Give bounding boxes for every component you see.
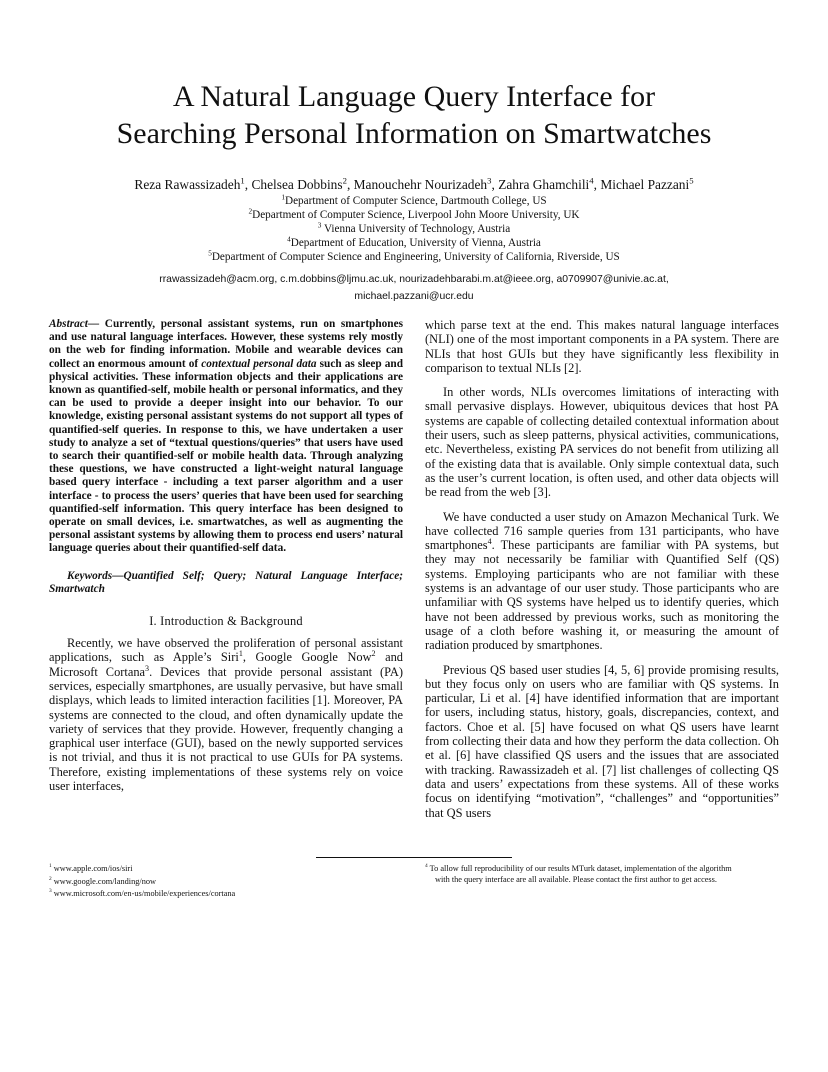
paragraph-text: . Devices that provide personal assistant (PA) services, especially smartphones, are usually pervasive, but have small displays, which leads to limited interaction facilities [1]. Moreover, PA systems are connected to the cloud, and often dynamically update the variety of services that they provide. However, frequently changing a graphical user interface (GUI), based on the newly supported services is not trivial, and thus it is not practical to use GUIs for PA systems. Therefore, existing implementations of these systems rely on voice user interfaces, [49, 664, 404, 794]
affiliation [40, 250, 788, 264]
footnote-divider [316, 857, 512, 858]
author-name: Michael Pazzani [600, 177, 690, 192]
footnote-number: 3 [49, 888, 52, 895]
author-name: Manouchehr Nourizadeh [353, 177, 488, 192]
body-paragraph: In other words, NLIs overcomes limitations of interacting with small pervasive displays. However, ubiquitous devices that host PA systems are capable of collecting detailed contextual information about their users, such as sleep patterns, physical activities, communications, etc. Nevertheless, existing PA services do not benefit from utilizing all of the existing data that is available. Only simple contextual data, such as the user’s current location, is often used, and other data objects will be read from the web [3]. [425, 385, 779, 500]
paragraph-text: , Google Google Now [242, 650, 372, 665]
author-name: Zahra Ghamchili [498, 177, 590, 192]
abstract-label: Abstract— [49, 318, 100, 330]
keywords: Keywords—Quantified Self; Query; Natural Language Interface; Smartwatch [49, 569, 403, 595]
footnotes-right [425, 863, 779, 885]
affiliation [40, 208, 788, 222]
affiliation [40, 222, 788, 236]
affiliation-text: Department of Education, University of Vienna, Austria [290, 237, 541, 249]
abstract-emphasis: contextual personal data [201, 357, 317, 370]
footnote-number: 4 [425, 863, 428, 870]
affiliation-text: Department of Computer Science, Liverpool John Moore University, UK [252, 209, 580, 221]
footnote [49, 876, 403, 889]
author-list: Reza Rawassizadeh$^1$, Chelsea Dobbins$^2$, Manouchehr Nourizadeh$^3$, Zahra Ghamchili$^4$, Michael Pazzani$^5$ [134, 175, 694, 192]
title-line-1: A Natural Language Query Interface for [172, 80, 656, 113]
body-paragraph [425, 510, 779, 653]
affiliation-sup: 4 [287, 235, 291, 244]
paragraph-text: . These participants are familiar with PA systems, but they may not necessarily be familiar with Quantified Self (QS) systems. Employing participants who are not familiar with these systems is an advantage of our user study. Those participants who are unfamiliar with QS systems have helped us to identify queries, which have not been addressed by previous works, such as monitoring the usage of a cloth before washing it, or measuring the amount of radiation produced by smartphones. [425, 538, 779, 653]
email-line-1: rrawassizadeh@acm.org, c.m.dobbins@ljmu.ac.uk, nourizadehbarabi.m.at@ieee.org, a0709907@univie.ac.at, [159, 274, 669, 285]
affiliation-text: Vienna University of Technology, Austria [321, 223, 511, 235]
body-paragraph: which parse text at the end. This makes natural language interfaces (NLI) one of the most important components in a PA system. There are NLIs that host GUIs but they have significantly less flexibility in comparison to textual NLIs [2]. [425, 318, 779, 375]
paragraph-text: We have conducted a user study on Amazon Mechanical Turk. We have collected 716 sample queries from 131 participants, who have smartphones [425, 509, 779, 553]
left-column [49, 318, 403, 793]
footnote [49, 863, 403, 876]
author-sup: 4 [589, 175, 594, 186]
author-emails [80, 271, 748, 305]
footnote-text: To allow full reproducibility of our results MTurk dataset, implementation of the algorithm [429, 864, 732, 873]
affiliation-sup: 5 [208, 249, 212, 258]
footnote-text: www.microsoft.com/en-us/mobile/experiences/cortana [53, 889, 236, 898]
paragraph-text: Recently, we have observed the proliferation of personal assistant applications, such as Apple’s Siri [49, 636, 403, 665]
affiliation-text: Department of Computer Science and Engineering, University of California, Riverside, US [211, 251, 620, 263]
paper-title [40, 78, 788, 152]
abstract [49, 318, 403, 556]
affiliation-list [40, 194, 788, 264]
footnote [49, 888, 403, 901]
footnote-number: 2 [49, 875, 52, 882]
footnote-text: www.google.com/landing/now [53, 876, 157, 886]
footnote-continuation: with the query interface are all available. Please contact the first author to get access. [435, 875, 717, 884]
email-line-2: michael.pazzani@ucr.edu [354, 291, 474, 302]
footnotes-left [49, 863, 403, 901]
author-sup: 3 [487, 175, 492, 186]
footnote-number: 1 [49, 863, 52, 870]
body-paragraph: Previous QS based user studies [4, 5, 6] provide promising results, but they focus only on users who are familiar with QS systems. In particular, Li et al. [4] have identified information that are important for users, including status, history, goals, discrepancies, context, and factors. Choe et al. [5] have focused on what QS users have learnt from collecting their data and how they perform the data collection. Oh et al. [6] have classified QS users and the issues that are associated with tracking. Rawassizadeh et al. [7] list challenges of collecting QS data and users’ expectations from these systems. All of these works focus on identifying “motivation”, “challenges” and “opportunities” that QS users [425, 662, 779, 820]
right-column [425, 318, 779, 820]
footnote-ref: 1 [238, 649, 243, 659]
intro-paragraph [49, 636, 403, 793]
affiliation-sup: 1 [281, 193, 286, 202]
affiliation-sup: 2 [248, 207, 253, 216]
author-name: Reza Rawassizadeh [134, 177, 241, 192]
title-line-2: Searching Personal Information on Smartwatches [116, 117, 712, 150]
affiliation-sup: 3 [317, 221, 322, 230]
author-sup: 5 [689, 175, 694, 186]
footnote-text: www.apple.com/ios/siri [53, 864, 133, 873]
author-sup: 1 [240, 175, 245, 186]
affiliation-text: Department of Computer Science, Dartmouth College, US [285, 195, 547, 207]
author-sup: 2 [342, 175, 347, 186]
abstract-text: such as sleep and physical activities. These information objects and their applications are known as quantified-self, mobile health or personal informatics, and they can be used to provide a deeper insight into our behavior. To our knowledge, existing personal assistant systems do not support all types of quantified-self queries. In response to this, we have undertaken a user study to analyze a set of “textual questions/queries” that users have used to search their quantified-self or mobile health data. Through analyzing these questions, we have constructed a light-weight natural language based query interface - including a text parser algorithm and a user interface - to process the users’ queries that have been used for searching quantified-self information. This query interface has been designed to operate on small devices, i.e. smartwatches, as well as augmenting the personal assistant systems by allowing them to process end users’ natural language queries about their quantified-self data. [49, 357, 403, 555]
paragraph-text: and Microsoft Cortana [49, 650, 403, 679]
footnote [425, 863, 779, 874]
footnote-ref: 4 [487, 537, 492, 547]
affiliation [40, 194, 788, 208]
affiliation [40, 236, 788, 250]
footnote-ref: 2 [371, 649, 376, 659]
section-heading: I. Introduction & Background [149, 614, 303, 629]
author-name: Chelsea Dobbins [251, 177, 343, 192]
footnote-ref: 3 [145, 663, 150, 673]
abstract-text: Currently, personal assistant systems, run on smartphones and use natural language interfaces. However, these systems rely mostly on the web for finding information. Mobile and wearable devices can collect an enormous amount of [49, 318, 403, 370]
